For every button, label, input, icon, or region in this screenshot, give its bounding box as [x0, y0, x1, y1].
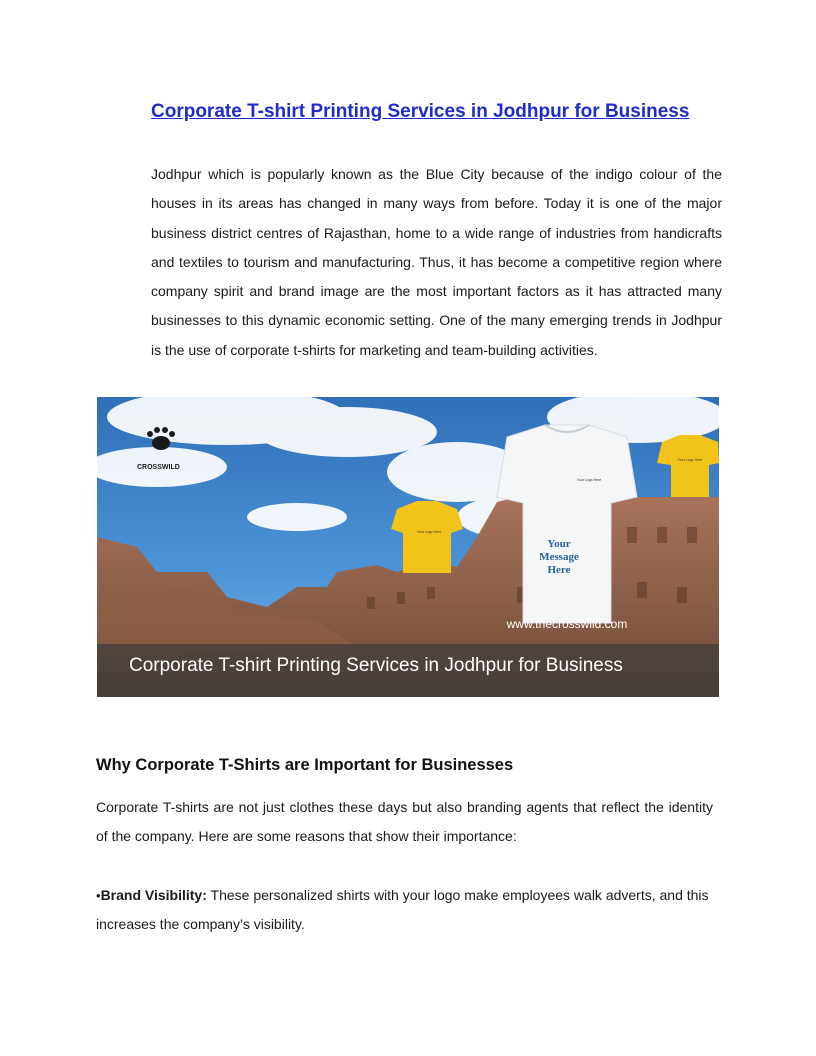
- shirt-message-line-1: Your: [547, 538, 571, 550]
- section-heading: Why Corporate T-Shirts are Important for Businesses: [96, 756, 514, 774]
- section-paragraph: Corporate T-shirts are not just clothes these days but also branding agents that reflect the identity of the company. Here are some reasons that show their importance:: [96, 799, 713, 845]
- intro-paragraph: Jodhpur which is popularly known as the Blue City because of the indigo colour of the houses in its areas has changed in many ways from before. Today it is one of the major business district centres of Rajasthan, home to a wide range of industries from handicrafts and textiles to tourism and manufacturing. Thus, it has become a competitive region where company spirit and brand image are the most important factors as it has attracted many businesses to this dynamic economic setting. One of the many emerging trends in Jodhpur is the use of corporate t-shirts for marketing and team-building activities.: [151, 166, 722, 358]
- banner-caption: Corporate T-shirt Printing Services in Jodhpur for Business: [129, 655, 623, 676]
- bullet-item: [96, 881, 716, 940]
- bullet-text: These personalized shirts with your logo make employees walk adverts, and this increases the company’s visibility.: [96, 887, 709, 933]
- white-shirt-logo-text: Your Logo Here: [576, 478, 602, 482]
- bullet-marker: •: [96, 888, 101, 903]
- banner-image: [97, 397, 719, 697]
- yellow-shirt-left-text: Your Logo Here: [416, 530, 442, 534]
- bullet-label: Brand Visibility:: [100, 887, 207, 903]
- article-title-link[interactable]: Corporate T-shirt Printing Services in Jodhpur for Business: [151, 101, 690, 122]
- shirt-message-line-3: Here: [547, 564, 571, 576]
- website-watermark: www.thecrosswild.com: [506, 617, 628, 631]
- shirt-message-line-2: Message: [539, 551, 579, 563]
- yellow-shirt-right-text: Your Logo Here: [677, 458, 703, 462]
- brand-logo-text: CROSSWILD: [137, 464, 180, 471]
